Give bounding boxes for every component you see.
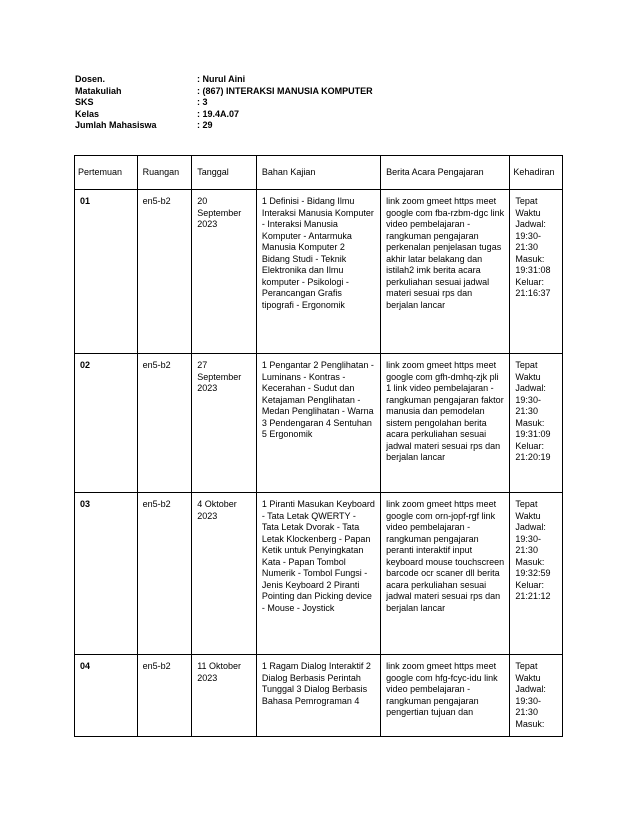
cell-bahan-kajian: 1 Piranti Masukan Keyboard - Tata Letak QWERTY - Tata Letak Dvorak - Tata Letak Klockenberg - Papan Ketik untuk Penyingkatan Kata - Papan Tombol Numerik - Tombol Fungsi - Jenis Keyboard 2 Piranti Pointing dan Picking device - Mouse - Joystick: [256, 493, 380, 655]
cell-ruangan: en5-b2: [137, 354, 192, 493]
cell-bahan-kajian: 1 Definisi - Bidang Ilmu Interaksi Manusia Komputer - Interaksi Manusia Komputer - Antarmuka Manusia Komputer 2 Bidang Studi - Teknik Elektronika dan Ilmu komputer - Psikologi - Perancangan Grafis tipografi - Ergonomik: [256, 190, 380, 354]
kelas-label: Kelas: [75, 108, 100, 119]
cell-kehadiran-text: Tepat Waktu Jadwal: 19:30-21:30 Masuk:: [515, 661, 546, 729]
matakuliah-value: : (867) INTERAKSI MANUSIA KOMPUTER: [197, 85, 373, 96]
dosen-label: Dosen.: [75, 74, 106, 84]
cell-tanggal: 20 September 2023: [192, 190, 257, 354]
course-info: [75, 74, 373, 132]
cell-kehadiran: Tepat Waktu Jadwal: 19:30-21:30 Masuk: 19:32:59 Keluar: 21:21:12: [510, 493, 563, 655]
cell-bahan-kajian: [256, 655, 380, 737]
cell-berita-acara: [381, 655, 510, 737]
cell-berita-acara: link zoom gmeet https meet google com fba-rzbm-dgc link video pembelajaran - rangkuman pengajaran perkenalan penjelasan tugas akhir latar belakang dan istilah2 imk berita acara perkuliahan sesuai jadwal materi sesuai rps dan berjalan lancar: [381, 190, 510, 354]
table-row: [75, 190, 563, 354]
cell-pertemuan-text: 04: [80, 661, 91, 671]
table-row: [75, 354, 563, 493]
header-tanggal: Tanggal: [192, 156, 257, 190]
dosen-value: : Nurul Aini: [197, 74, 246, 84]
cell-kehadiran: Tepat Waktu Jadwal: 19:30-21:30 Masuk: 19:31:09 Keluar: 21:20:19: [510, 354, 563, 493]
cell-ruangan-text: en5-b2: [142, 661, 171, 671]
cell-berita-acara: link zoom gmeet https meet google com gfh-dmhq-zjk pli 1 link video pembelajaran - rangkuman pengajaran faktor manusia dan pemodelan sistem pengolahan berita acara perkuliahan sesuai jadwal materi sesuai rps dan berjalan lancar: [381, 354, 510, 493]
header-bahan-kajian: Bahan Kajian: [256, 156, 380, 190]
info-row-kelas: [75, 109, 373, 121]
sks-value: : 3: [197, 97, 208, 107]
cell-ruangan: en5-b2: [137, 493, 192, 655]
info-row-jumlah: [75, 120, 373, 132]
cell-tanggal: 4 Oktober 2023: [192, 493, 257, 655]
jumlah-mahasiswa-label: Jumlah Mahasiswa: [75, 120, 157, 130]
header-ruangan: Ruangan: [137, 156, 192, 190]
cell-bahan-kajian: 1 Pengantar 2 Penglihatan - Luminans - Kontras - Kecerahan - Sudut dan Ketajaman Penglihatan - Medan Penglihatan - Warna 3 Pendengaran 4 Sentuhan 5 Ergonomik: [256, 354, 380, 493]
cell-pertemuan: 03: [75, 493, 138, 655]
info-row-matakuliah: [75, 86, 373, 98]
cell-pertemuan: 01: [75, 190, 138, 354]
table-header-row: [75, 156, 563, 190]
cell-tanggal: [192, 655, 257, 737]
cell-berita-acara: link zoom gmeet https meet google com orn-jopf-rgf link video pembelajaran - rangkuman pengajaran peranti interaktif input keyboard mouse touchscreen barcode ocr scaner dll berita acara perkuliahan sesuai jadwal materi sesuai rps dan berjalan lancar: [381, 493, 510, 655]
table-row: [75, 493, 563, 655]
cell-bahan-kajian-text: 1 Ragam Dialog Interaktif 2 Dialog Berbasis Perintah Tunggal 3 Dialog Berbasis Bahasa Pemrograman 4: [261, 661, 371, 706]
cell-tanggal-text: 11 Oktober 2023: [197, 661, 242, 683]
sks-label: SKS: [75, 97, 94, 107]
jumlah-mahasiswa-value: : 29: [197, 120, 213, 130]
header-kehadiran: Kehadiran: [510, 156, 563, 190]
cell-ruangan: [137, 655, 192, 737]
attendance-table: [74, 155, 563, 737]
cell-ruangan: en5-b2: [137, 190, 192, 354]
kelas-value: : 19.4A.07: [197, 108, 240, 119]
cell-berita-acara-text: link zoom gmeet https meet google com hfg-fcyc-idu link video pembelajaran - rangkuman pengajaran pengertian tujuan dan: [386, 661, 498, 717]
cell-kehadiran: Tepat Waktu Jadwal: 19:30-21:30 Masuk: 19:31:08 Keluar: 21:16:37: [510, 190, 563, 354]
header-pertemuan: Pertemuan: [75, 156, 138, 190]
table-row: [75, 655, 563, 737]
info-row-dosen: [75, 74, 373, 86]
matakuliah-label: Matakuliah: [75, 85, 122, 96]
info-row-sks: [75, 97, 373, 109]
cell-pertemuan: [75, 655, 138, 737]
cell-kehadiran: [510, 655, 563, 737]
header-berita-acara: Berita Acara Pengajaran: [381, 156, 510, 190]
cell-pertemuan: 02: [75, 354, 138, 493]
cell-tanggal: 27 September 2023: [192, 354, 257, 493]
